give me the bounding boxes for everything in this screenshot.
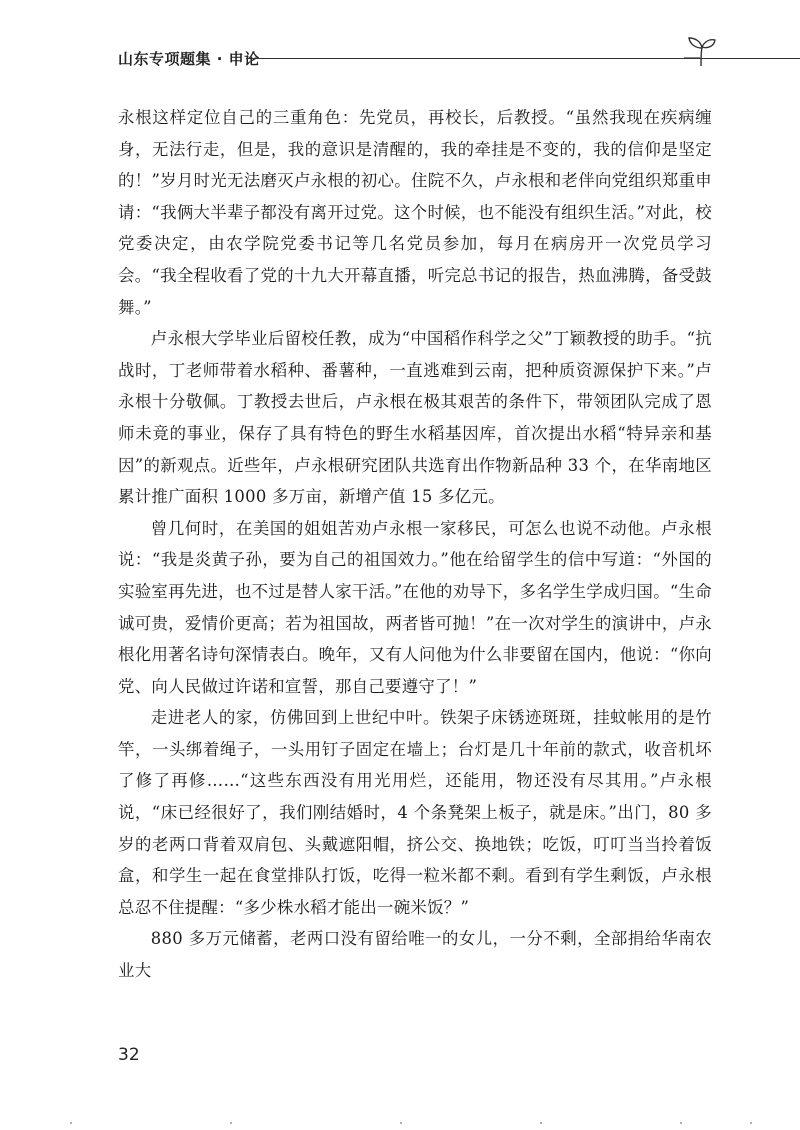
scan-edge-marks (60, 1122, 760, 1128)
paragraph-5: 880 多万元储蓄，老两口没有留给唯一的女儿，一分不剩，全部捐给华南农业大 (118, 929, 712, 981)
paragraph-2: 卢永根大学毕业后留校任教，成为“中国稻作科学之父”丁颖教授的助手。“抗战时，丁老师带着水稻种、番薯种，一直逃难到云南，把种质资源保护下来。”卢永根十分敬佩。丁教授去世后，卢永根在极其艰苦的条件下，带领团队完成了恩师未竟的事业，保存了具有特色的野生水稻基因库，首次提出水稻“特异亲和基因”的新观点。近些年，卢永根研究团队共选育出作物新品种 33 个，在华南地区累计推广面积 1000 多万亩，新增产值 15 多亿元。 (118, 329, 712, 507)
sprout-icon (684, 36, 718, 68)
header-title: 山东专项题集 · 申论 (118, 50, 260, 68)
running-header (118, 44, 718, 74)
paragraph-4: 走进老人的家，仿佛回到上世纪中叶。铁架子床锈迹斑斑，挂蚊帐用的是竹竿，一头绑着绳子，一头用钉子固定在墙上；台灯是几十年前的款式，收音机坏了修了再修……“这些东西没有用光用烂，还能用，物还没有尽其用。”卢永根说，“床已经很好了，我们刚结婚时，4 个条凳架上板子，就是床。”出门，80 多岁的老两口背着双肩包、头戴遮阳帽，挤公交、换地铁；吃饭，叮叮当当拎着饭盒，和学生一起在食堂排队打饭，吃得一粒米都不剩。看到有学生剩饭，卢永根总忍不住提醒：“多少株水稻才能出一碗米饭？” (118, 708, 712, 917)
page-number: 32 (118, 1045, 140, 1065)
paragraph-3: 曾几何时，在美国的姐姐苦劝卢永根一家移民，可怎么也说不动他。卢永根说：“我是炎黄子孙，要为自己的祖国效力。”他在给留学生的信中写道：“外国的实验室再先进，也不过是替人家干活。”在他的劝导下，多名学生学成归国。“生命诚可贵，爱情价更高；若为祖国故，两者皆可抛！”在一次对学生的演讲中，卢永根化用著名诗句深情表白。晚年，又有人问他为什么非要留在国内，他说：“你向党、向人民做过许诺和宣誓，那自己要遵守了！” (118, 518, 712, 696)
article-body (118, 102, 712, 987)
paragraph-1: 永根这样定位自己的三重角色：先党员，再校长，后教授。“虽然我现在疾病缠身，无法行走，但是，我的意识是清醒的，我的牵挂是不变的，我的信仰是坚定的！”岁月时光无法磨灭卢永根的初心。住院不久，卢永根和老伴向党组织郑重申请：“我俩大半辈子都没有离开过党。这个时候，也不能没有组织生活。”对此，校党委决定，由农学院党委书记等几名党员参加，每月在病房开一次党员学习会。“我全程收看了党的十九大开幕直播，听完总书记的报告，热血沸腾，备受鼓舞。” (118, 108, 712, 317)
